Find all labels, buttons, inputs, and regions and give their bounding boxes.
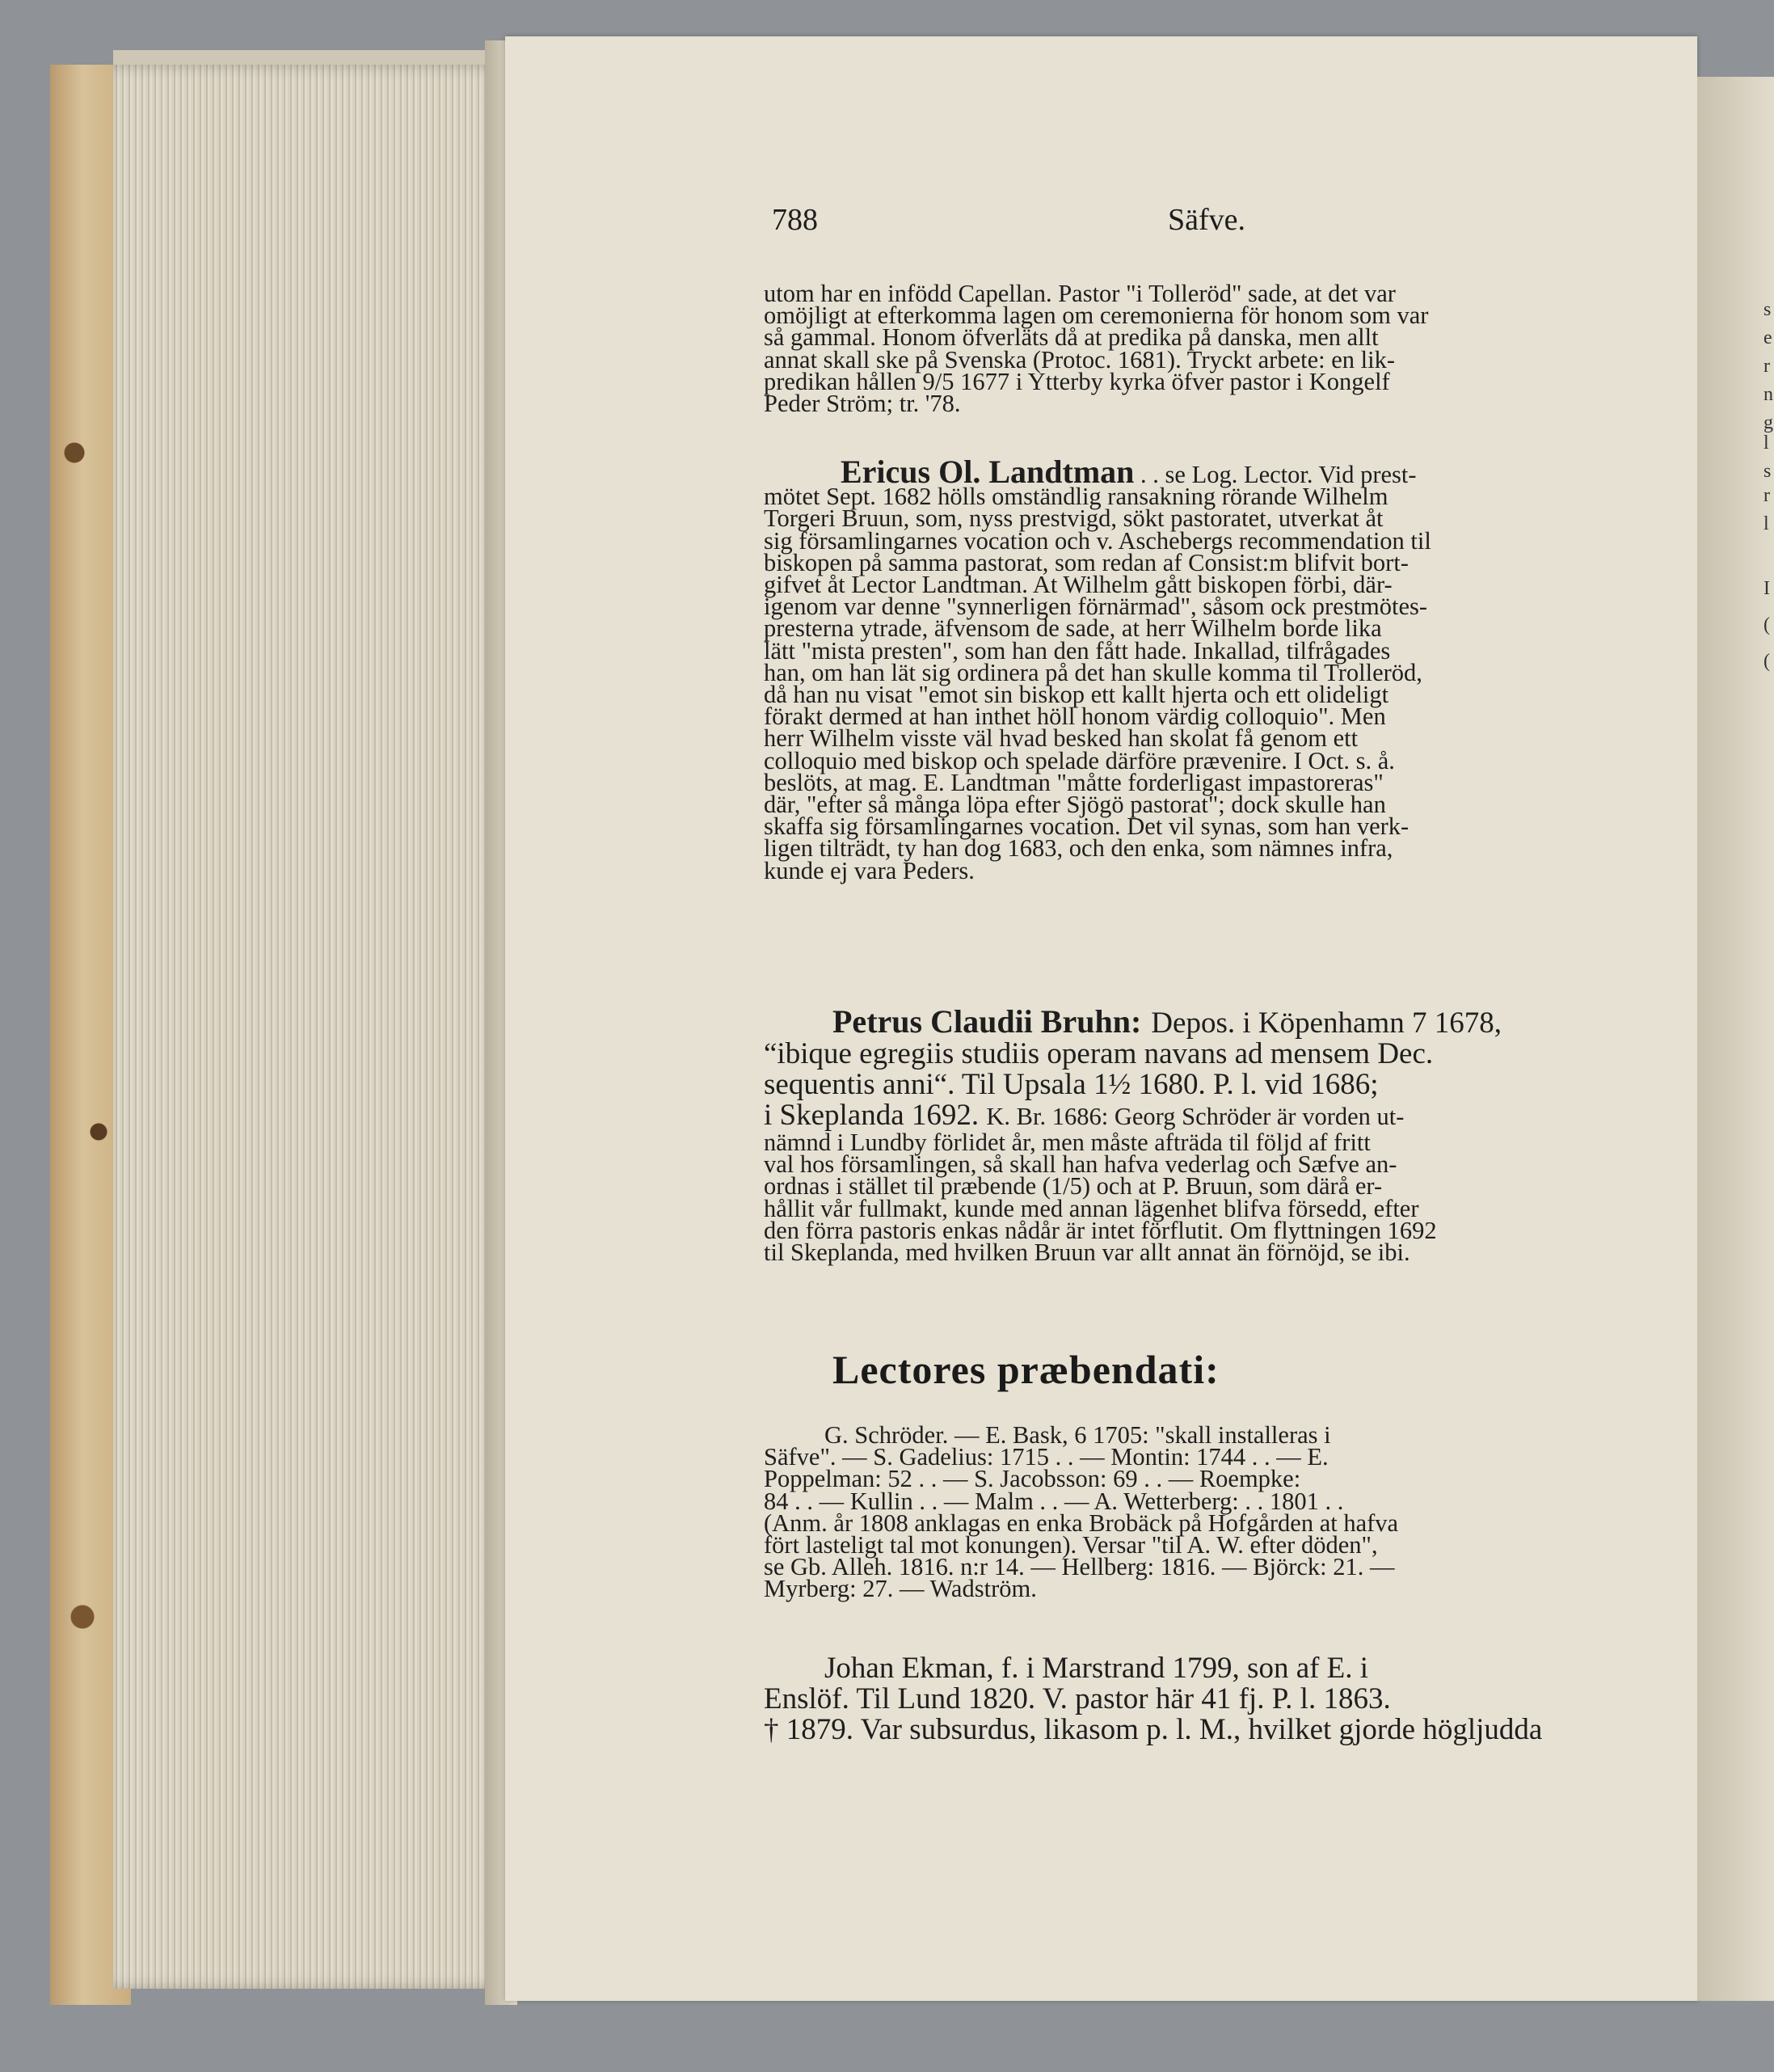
text-line: “ibique egregiis studiis operam navans ad mensem Dec.: [764, 1037, 1434, 1070]
text-line: hållit vår fullmakt, kunde med annan lägenhet blifva försedd, efter: [764, 1194, 1419, 1222]
text-line: Torgeri Bruun, som, nyss prestvigd, sökt pastoratet, utverkat åt: [764, 504, 1384, 533]
next-page-letter: r: [1763, 356, 1770, 377]
text-line: predikan hållen 9/5 1677 i Ytterby kyrka öfver pastor i Kongelf: [764, 367, 1390, 395]
entry-line-mixed: [764, 1100, 1616, 1132]
text-line: Peder Ström; tr. '78.: [764, 390, 961, 418]
text-line: Johan Ekman, f. i Marstrand 1799, son af E. i: [824, 1652, 1369, 1685]
next-page-sliver: [1697, 77, 1774, 2001]
text-line: fört lasteligt tal mot konungen). Versar "til A. W. efter döden",: [764, 1531, 1378, 1559]
lectores-list: [764, 1421, 1616, 1603]
text-line: Depos. i Köpenhamn 7 1678,: [1151, 1006, 1502, 1040]
text-line: K. Br. 1686: Georg Schröder är vorden ut-: [986, 1103, 1405, 1130]
text-line: se Gb. Alleh. 1816. n:r 14. — Hellberg: 1816. — Björck: 21. —: [764, 1553, 1395, 1581]
text-line: han, om han lät sig ordinera på det han skulle komma til Trolleröd,: [764, 658, 1422, 686]
text-line: Enslöf. Til Lund 1820. V. pastor här 41 fj. P. l. 1863.: [764, 1682, 1391, 1715]
entry-bruhn: [764, 1003, 1616, 1267]
next-page-letter: (: [1763, 614, 1770, 635]
entry-landtman: [764, 454, 1616, 884]
text-line: då han nu visat "emot sin biskop ett kallt hjerta och ett olideligt: [764, 681, 1389, 709]
running-title: Säfve.: [1168, 203, 1246, 237]
text-line: lätt "mista presten", som han den fått hade. Inkallad, tilfrågades: [764, 636, 1391, 665]
page-block-edges: [113, 65, 505, 1989]
text-line: igenom var denne "synnerligen förnärmad", såsom ock prestmötes-: [764, 593, 1428, 621]
section-heading: Lectores præbendati:: [832, 1347, 1220, 1392]
text-line: biskopen på samma pastorat, som redan af Consist:m blifvit bort-: [764, 548, 1409, 576]
text-line: beslöts, at mag. E. Landtman "måtte forderligast impastoreras": [764, 768, 1384, 796]
next-page-letter: g: [1763, 412, 1773, 433]
next-page-letter: s: [1763, 461, 1772, 482]
text-line: i Skeplanda 1692.: [764, 1099, 980, 1132]
text-line: annat skall ske på Svenska (Protoc. 1681). Tryckt arbete: en lik-: [764, 345, 1395, 373]
text-line: där, "efter så många löpa efter Sjögö pastorat"; dock skulle han: [764, 791, 1386, 819]
text-line: gifvet åt Lector Landtman. At Wilhelm gått biskopen förbi, där-: [764, 571, 1393, 599]
text-line: ligen tilträdt, ty han dog 1683, och den enka, som nämnes infra,: [764, 834, 1393, 863]
next-page-letter: n: [1763, 384, 1773, 405]
text-line: † 1879. Var subsurdus, likasom p. l. M., hvilket gjorde högljudda: [764, 1713, 1543, 1746]
next-page-letter: r: [1763, 485, 1770, 506]
next-page-letter: s: [1763, 299, 1772, 320]
text-line: G. Schröder. — E. Bask, 6 1705: "skall installeras i: [824, 1421, 1331, 1449]
text-line: skaffa sig församlingarnes vocation. Det vil synas, som han verk-: [764, 812, 1410, 841]
text-line: . . se Log. Lector. Vid prest-: [1134, 461, 1417, 488]
text-line: den förra pastoris enkas nådår är intet förflutit. Om flyttningen 1692: [764, 1216, 1437, 1244]
entry-name: Petrus Claudii Bruhn:: [832, 1003, 1142, 1040]
next-page-letter: I: [1763, 578, 1770, 599]
entry-first-line: [764, 1003, 1616, 1040]
next-page-letter: (: [1763, 651, 1770, 672]
next-page-letter: e: [1763, 327, 1772, 348]
text-line: så gammal. Honom öfverläts då at predika på danska, men allt: [764, 323, 1379, 352]
text-line: kunde ej vara Peders.: [764, 856, 975, 884]
text-line: Poppelman: 52 . . — S. Jacobsson: 69 . . — Roempke:: [764, 1465, 1301, 1493]
page-number: 788: [772, 203, 818, 237]
entry-name: Ericus Ol. Landtman: [841, 454, 1135, 490]
text-line: ordnas i stället til præbende (1/5) och at P. Bruun, som därå er-: [764, 1172, 1383, 1201]
next-page-letter: l: [1763, 433, 1769, 454]
text-line: (Anm. år 1808 anklagas en enka Brobäck på Hofgården at hafva: [764, 1509, 1399, 1537]
text-line: sequentis anni“. Til Upsala 1½ 1680. P. l. vid 1686;: [764, 1068, 1379, 1101]
text-line: nämnd i Lundby förlidet år, men måste afträda til följd af fritt: [764, 1129, 1371, 1156]
text-line: til Skeplanda, med hvilken Bruun var allt annat än förnöjd, se ibi.: [764, 1239, 1410, 1267]
entry-continuation: [764, 280, 1616, 418]
text-line: colloquio med biskop och spelade därföre prævenire. I Oct. s. å.: [764, 746, 1395, 774]
text-line: 84 . . — Kullin . . — Malm . . — A. Wetterberg: . . 1801 . .: [764, 1487, 1344, 1515]
text-line: herr Wilhelm visste väl hvad besked han skolat få genom ett: [764, 724, 1359, 753]
entry-ekman: [764, 1653, 1616, 1745]
text-line: utom har en infödd Capellan. Pastor "i Tolleröd" sade, at det var: [764, 280, 1396, 307]
text-line: presterna ytrade, äfvensom de sade, at herr Wilhelm borde lika: [764, 614, 1382, 643]
text-line: förakt dermed at han inthet höll honom värdig colloquio". Men: [764, 703, 1386, 731]
text-line: val hos församlingen, så skall han hafva vederlag och Sæfve an-: [764, 1150, 1397, 1179]
text-line: Myrberg: 27. — Wadström.: [764, 1575, 1037, 1603]
text-line: omöjligt at efterkomma lagen om ceremonierna för honom som var: [764, 302, 1429, 330]
page-header: [772, 202, 1600, 243]
text-line: Säfve". — S. Gadelius: 1715 . . — Montin: 1744 . . — E.: [764, 1443, 1329, 1471]
text-line: sig församlingarnes vocation och v. Aschebergs recommendation til: [764, 526, 1431, 555]
text-line: mötet Sept. 1682 hölls omständlig ransakning rörande Wilhelm: [764, 483, 1388, 511]
next-page-letter: l: [1763, 513, 1769, 534]
